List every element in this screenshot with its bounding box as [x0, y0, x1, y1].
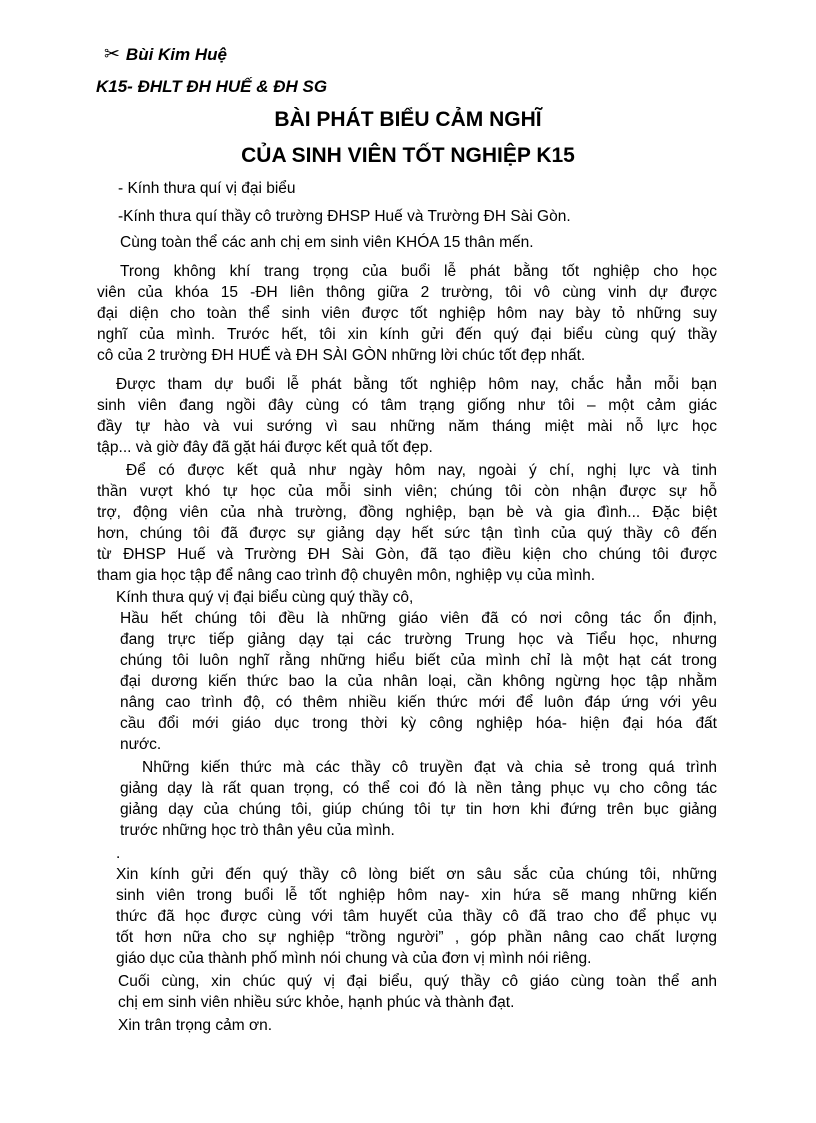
author-line [104, 44, 227, 66]
paragraph-line: tham gia học tập để nâng cao trình độ chuyên môn, nghiệp vụ của mình. [97, 567, 596, 584]
paragraph-line: viên của khóa 15 -ĐH liên thông giữa 2 trường, tôi vô cùng vinh dự được [97, 284, 717, 301]
paragraph-line: đầy tự hào và vui sướng vì sau những năm tháng miệt mài nỗ lực học [97, 418, 717, 435]
paragraph-line: Trong không khí trang trọng của buổi lễ phát bằng tốt nghiệp cho học [120, 263, 717, 280]
paragraph-line: sinh viên trong buổi lễ tốt nghiệp hôm nay- xin hứa sẽ mang những kiến [116, 887, 717, 904]
salutation-line: Cùng toàn thể các anh chị em sinh viên KHÓA 15 thân mến. [120, 234, 534, 251]
paragraph-line: thức đã học được cùng với tâm huyết của thầy cô đã trao cho để phục vụ [116, 908, 717, 925]
paragraph-line: đại dương kiến thức bao la của nhân loại, cần không ngừng học tập nhằm [120, 673, 717, 690]
paragraph-line: đại diện cho toàn thể sinh viên được tốt nghiệp hôm nay bày tỏ những suy [97, 305, 717, 322]
paragraph-line: Hầu hết chúng tôi đều là những giáo viên đã có nơi công tác ổn định, [120, 610, 717, 627]
paragraph-line: từ ĐHSP Huế và Trường ĐH Sài Gòn, đã tạo điều kiện cho chúng tôi được [97, 546, 717, 563]
paragraph-line: hơn, chúng tôi đã được sự giảng dạy hết sức tận tình của quý thầy cô đến [97, 525, 717, 542]
paragraph-line: thần vượt khó tự học của mỗi sinh viên; chúng tôi còn nhận được sự hỗ [97, 483, 717, 500]
paragraph-line: nước. [120, 736, 162, 753]
stray-dot: . [116, 845, 121, 862]
paragraph-line: trợ, động viên của nhà trường, đồng nghiệp, bạn bè và gia đình... Đặc biệt [97, 504, 717, 521]
paragraph-line: tốt hơn nữa cho sự nghiệp “trồng người” , góp phần nâng cao chất lượng [116, 929, 717, 946]
paragraph-line: nghĩ của mình. Trước hết, tôi xin kính gửi đến quý đại biểu cùng quý thầy [97, 326, 717, 343]
paragraph-line: tập... và giờ đây đã gặt hái được kết quả tốt đẹp. [97, 439, 433, 456]
paragraph-line: Cuối cùng, xin chúc quý vị đại biểu, quý thầy cô giáo cùng toàn thể anh [118, 973, 717, 990]
paragraph-line: giáo dục của thành phố mình nói chung và của đơn vị mình nói riêng. [116, 950, 592, 967]
paragraph-line: Được tham dự buổi lễ phát bằng tốt nghiệp hôm nay, chắc hẳn mỗi bạn [116, 376, 717, 393]
paragraph-line: chị em sinh viên nhiều sức khỏe, hạnh phúc và thành đạt. [118, 994, 515, 1011]
paragraph-line: Xin kính gửi đến quý thầy cô lòng biết ơn sâu sắc của chúng tôi, những [116, 866, 717, 883]
document-title-line-2: CỦA SINH VIÊN TỐT NGHIỆP K15 [241, 144, 575, 167]
paragraph-line: trước những học trò thân yêu của mình. [120, 822, 395, 839]
paragraph-line: cầu đổi mới giáo dục trong thời kỳ công nghiệp hóa- hiện đại hóa đất [120, 715, 717, 732]
paragraph-line: giảng dạy là rất quan trọng, có thể coi đó là nền tảng phục vụ cho công tác [120, 780, 717, 797]
paragraph-line: nâng cao trình độ, có thêm nhiều kiến thức mới để luôn đáp ứng với yêu [120, 694, 717, 711]
paragraph-line: sinh viên đang ngồi đây cùng có tâm trạng giống như tôi – một cảm giác [97, 397, 717, 414]
paragraph-line: Kính thưa quý vị đại biểu cùng quý thầy cô, [116, 589, 414, 606]
affiliation: K15- ĐHLT ĐH HUẾ & ĐH SG [96, 77, 328, 96]
scissors-icon: ✂ [104, 44, 120, 65]
paragraph-line: đang trực tiếp giảng dạy tại các trường Trung học và Tiểu học, nhưng [120, 631, 717, 648]
salutation-line: -Kính thưa quí thầy cô trường ĐHSP Huế và Trường ĐH Sài Gòn. [118, 208, 571, 225]
paragraph-line: Để có được kết quả như ngày hôm nay, ngoài ý chí, nghị lực và tinh [126, 462, 717, 479]
author-name: Bùi Kim Huệ [125, 45, 227, 64]
paragraph-line: cô của 2 trường ĐH HUẾ và ĐH SÀI GÒN những lời chúc tốt đẹp nhất. [97, 347, 586, 364]
salutation-line: - Kính thưa quí vị đại biểu [118, 180, 296, 197]
paragraph-line: giảng dạy của chúng tôi, giúp chúng tôi tự tin hơn khi đứng trên bục giảng [120, 801, 717, 818]
closing-line: Xin trân trọng cảm ơn. [118, 1017, 273, 1034]
paragraph-line: chúng tôi luôn nghĩ rằng những hiểu biết của mình chỉ là một hạt cát trong [120, 652, 717, 669]
paragraph-line: Những kiến thức mà các thầy cô truyền đạt và chia sẻ trong quá trình [142, 759, 717, 776]
document-title-line-1: BÀI PHÁT BIỂU CẢM NGHĨ [274, 108, 542, 131]
